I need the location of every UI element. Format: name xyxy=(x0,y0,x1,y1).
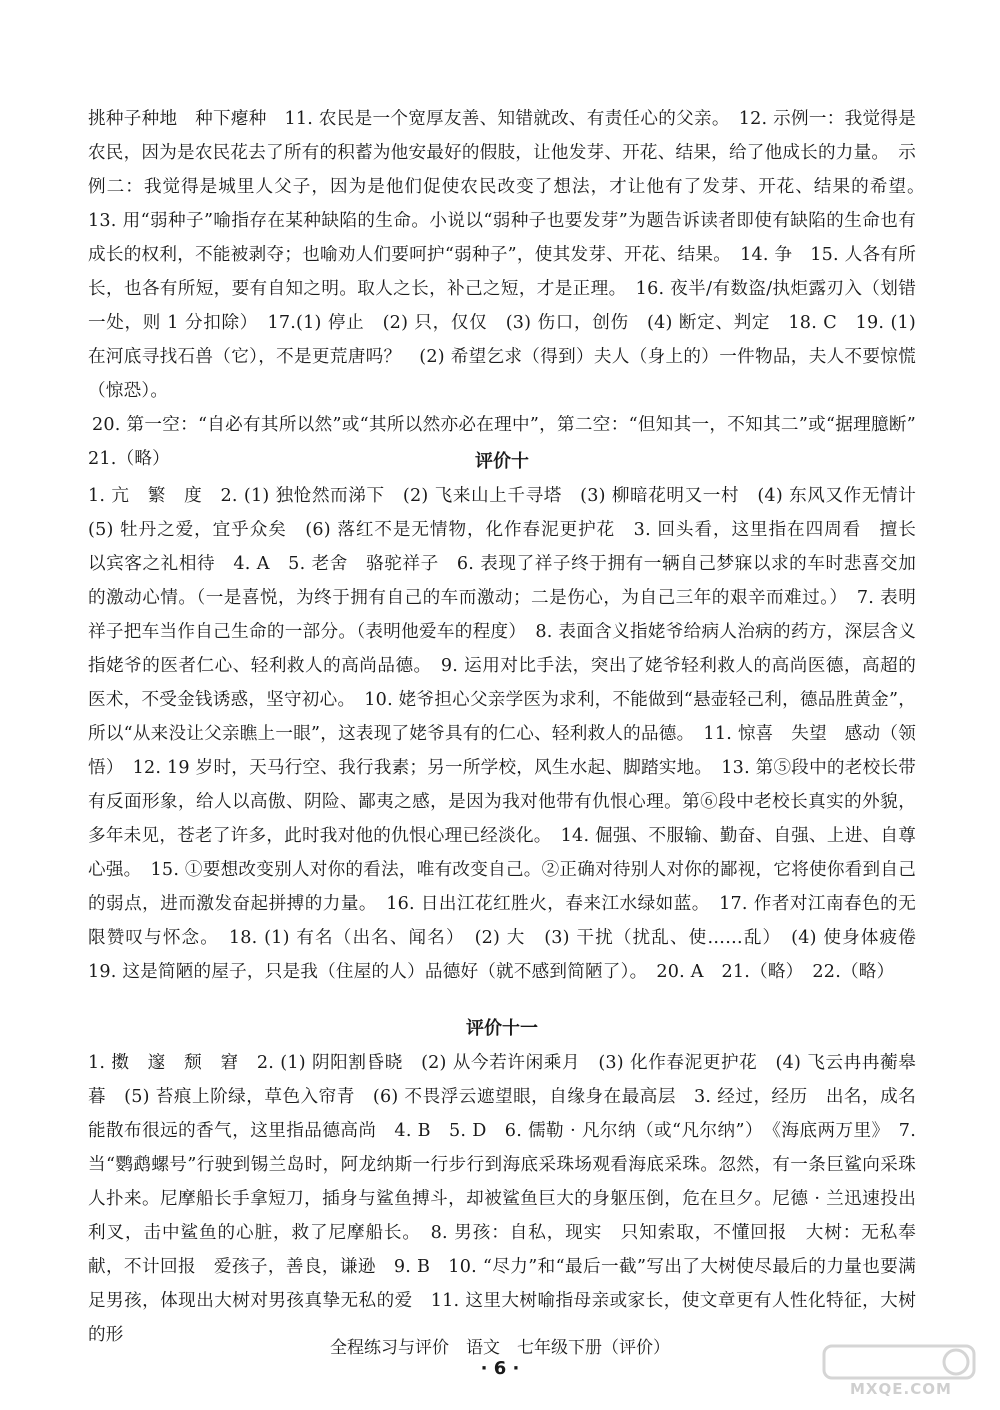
section-body: 1. 擞 邃 颓 窘 2. (1) 阴阳割昏晓 (2) 从今若许闲乘月 (3) 化作春泥更护花 (4) 飞云冉冉蘅皋暮 (5) 苔痕上阶绿，草色入帘青 (6) 不畏浮云遮望眼，自缘身在最高层 3. 经过，经历 出名，成名 能散布很远的香气，这里指品德高尚 4. B 5. D 6. 儒勒 · 凡尔纳（或“凡尔纳”） 《海底两万里》 7. 当“鹦鹉螺号”行驶到锡兰岛时，阿龙纳斯一行步行到海底采珠场观看海底采珠。忽然，有一条巨鲨向采珠人扑来。尼摩船长手拿短刀，插身与鲨鱼搏斗，却被鲨鱼巨大的身躯压倒，危在旦夕。尼德 · 兰迅速投出利叉，击中鲨鱼的心脏，救了尼摩船长。 8. 男孩：自私，现实 只知索取，不懂回报 大树：无私奉献，不计回报 爱孩子，善良，谦逊 9. B 10. “尽力”和“最后一截”写出了大树使尽最后的力量也要满足男孩，体现出大树对男孩真挚无私的爱 11. 这里大树喻指母亲或家长，使文章更有人性化特征，大树的形 xyxy=(88,1053,934,1345)
page-number: · 6 · xyxy=(480,1358,520,1379)
answer-paragraph: 挑种子种地 种下瘪种 11. 农民是一个宽厚友善、知错就改、有责任心的父亲。 12. 示例一：我觉得是农民，因为是农民花去了所有的积蓄为他安最好的假肢，让他发芽、开花、结果，给了他成长的力量。 示例二：我觉得是城里人父子，因为是他们促使农民改变了想法，才让他有了发芽、开花、结果的希望。 13. 用“弱种子”喻指存在某种缺陷的生命。小说以“弱种子也要发芽”为题告诉读者即使有缺陷的生命也有成长的权利，不能被剥夺；也喻劝人们要呵护“弱种子”，使其发芽、开花、结果。 14. 争 15. 人各有所长，也各有所短，要有自知之明。取人之长，补己之短，才是正理。 16. 夜半/有数盗/执炬露刃入（划错一处，则 1 分扣除） 17.(1) 停止 (2) 只，仅仅 (3) 伤口，创伤 (4) 断定、判定 18. C 19. (1) 在河底寻找石兽（它），不是更荒唐吗？ (2) 希望乞求（得到）夫人（身上的）一件物品，夫人不要惊慌（惊恐）。 xyxy=(88,109,934,401)
section-evaluation-11 xyxy=(88,1014,934,1352)
watermark-logo xyxy=(816,1342,986,1404)
watermark-badge-icon xyxy=(816,1342,986,1382)
section-title: 评价十 xyxy=(475,451,529,472)
section-evaluation-10 xyxy=(88,447,934,989)
page-footer: 全程练习与评价 语文 七年级下册（评价） xyxy=(330,1338,670,1358)
section-body: 1. 亢 繁 度 2. (1) 独怆然而涕下 (2) 飞来山上千寻塔 (3) 柳暗花明又一村 (4) 东风又作无情计 (5) 牡丹之爱，宜乎众矣 (6) 落红不是无情物，化作春泥更护花 3. 回头看，这里指在四周看 擅长 以宾客之礼相待 4. A 5. 老舍 骆驼祥子 6. 表现了祥子终于拥有一辆自己梦寐以求的车时悲喜交加的激动心情。（一是喜悦，为终于拥有自己的车而激动；二是伤心，为自己三年的艰辛而难过。） 7. 表明祥子把车当作自己生命的一部分。（表明他爱车的程度） 8. 表面含义指姥爷给病人治病的药方，深层含义指姥爷的医者仁心、轻利救人的高尚品德。 9. 运用对比手法，突出了姥爷轻利救人的高尚医德，高超的医术，不受金钱诱惑，坚守初心。 10. 姥爷担心父亲学医为求利，不能做到“悬壶轻己利，德品胜黄金”，所以“从来没让父亲瞧上一眼”，这表现了姥爷具有的仁心、轻利救人的品德。 11. 惊喜 失望 感动（领悟） 12. 19 岁时，天马行空、我行我素；另一所学校，风生水起、脚踏实地。 13. 第⑤段中的老校长带有反面形象，给人以高傲、阴险、鄙夷之感，是因为我对他带有仇恨心理。第⑥段中老校长真实的外貌，多年未见，苍老了许多，此时我对他的仇恨心理已经淡化。 14. 倔强、不服输、勤奋、自强、上进、自尊心强。 15. ①要想改变别人对你的看法，唯有改变自己。②正确对待别人对你的鄙视，它将使你看到自己的弱点，进而激发奋起拼搏的力量。 16. 日出江花红胜火，春来江水绿如蓝。 17. 作者对江南春色的无限赞叹与怀念。 18. (1) 有名（出名、闻名） (2) 大 (3) 干扰（扰乱、使……乱） (4) 使身体疲倦 19. 这是简陋的屋子，只是我（住屋的人）品德好（就不感到简陋了）。 20. A 21.（略） 22.（略） xyxy=(88,486,934,982)
answer-text-top xyxy=(88,102,934,476)
watermark-text: MXQE.COM xyxy=(850,1380,952,1398)
answer-paragraph: 20. 第一空：“自必有其所以然”或“其所以然亦必在理中”，第二空：“但知其一，不知其二”或“据理臆断” 21.（略） xyxy=(88,415,934,469)
section-title: 评价十一 xyxy=(466,1018,538,1039)
